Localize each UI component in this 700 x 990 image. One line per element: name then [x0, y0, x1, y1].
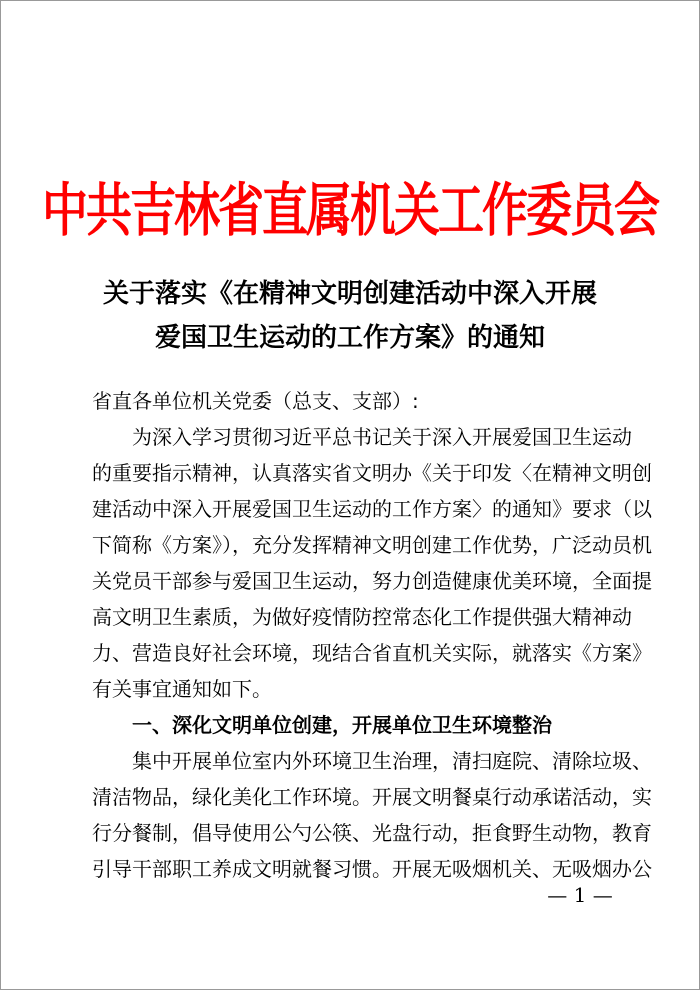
paragraph-1-line: 为深入学习贯彻习近平总书记关于深入开展爱国卫生运动: [132, 425, 632, 449]
paragraph-2-line: 行分餐制，倡导使用公勺公筷、光盘行动，拒食野生动物，教育: [92, 821, 652, 845]
section-1-heading: 一、深化文明单位创建，开展单位卫生环境整治: [132, 713, 552, 737]
paragraph-2-line: 引导干部职工养成文明就餐习惯。开展无吸烟机关、无吸烟办公: [92, 857, 652, 881]
paragraph-1-line: 关党员干部参与爱国卫生运动，努力创造健康优美环境，全面提: [92, 569, 652, 593]
salutation: 省直各单位机关党委（总支、支部）:: [92, 389, 419, 413]
document-body: [92, 383, 652, 887]
paragraph-1-line: 有关事宜通知如下。: [92, 677, 272, 701]
document-title: [0, 272, 700, 360]
page-number: — 1 —: [547, 883, 613, 907]
paragraph-1-line: 高文明卫生素质，为做好疫情防控常态化工作提供强大精神动: [92, 605, 632, 629]
paragraph-2-line: 集中开展单位室内外环境卫生治理，清扫庭院、清除垃圾、: [132, 749, 652, 773]
document-title-line-1: 关于落实《在精神文明创建活动中深入开展: [102, 279, 597, 309]
paragraph-2-line: 清洁物品，绿化美化工作环境。开展文明餐桌行动承诺活动，实: [92, 785, 652, 809]
paragraph-1-line: 力、营造良好社会环境，现结合省直机关实际，就落实《方案》: [92, 641, 652, 665]
paragraph-1-line: 建活动中深入开展爱国卫生运动的工作方案〉的通知》要求（以: [92, 497, 652, 521]
paragraph-1-line: 下简称《方案》），充分发挥精神文明创建工作优势，广泛动员机: [92, 533, 652, 557]
paragraph-1-line: 的重要指示精神，认真落实省文明办《关于印发〈在精神文明创: [92, 461, 652, 485]
org-header: 中共吉林省直属机关工作委员会: [42, 176, 658, 244]
document-title-line-2: 爱国卫生运动的工作方案》的通知: [154, 323, 545, 353]
